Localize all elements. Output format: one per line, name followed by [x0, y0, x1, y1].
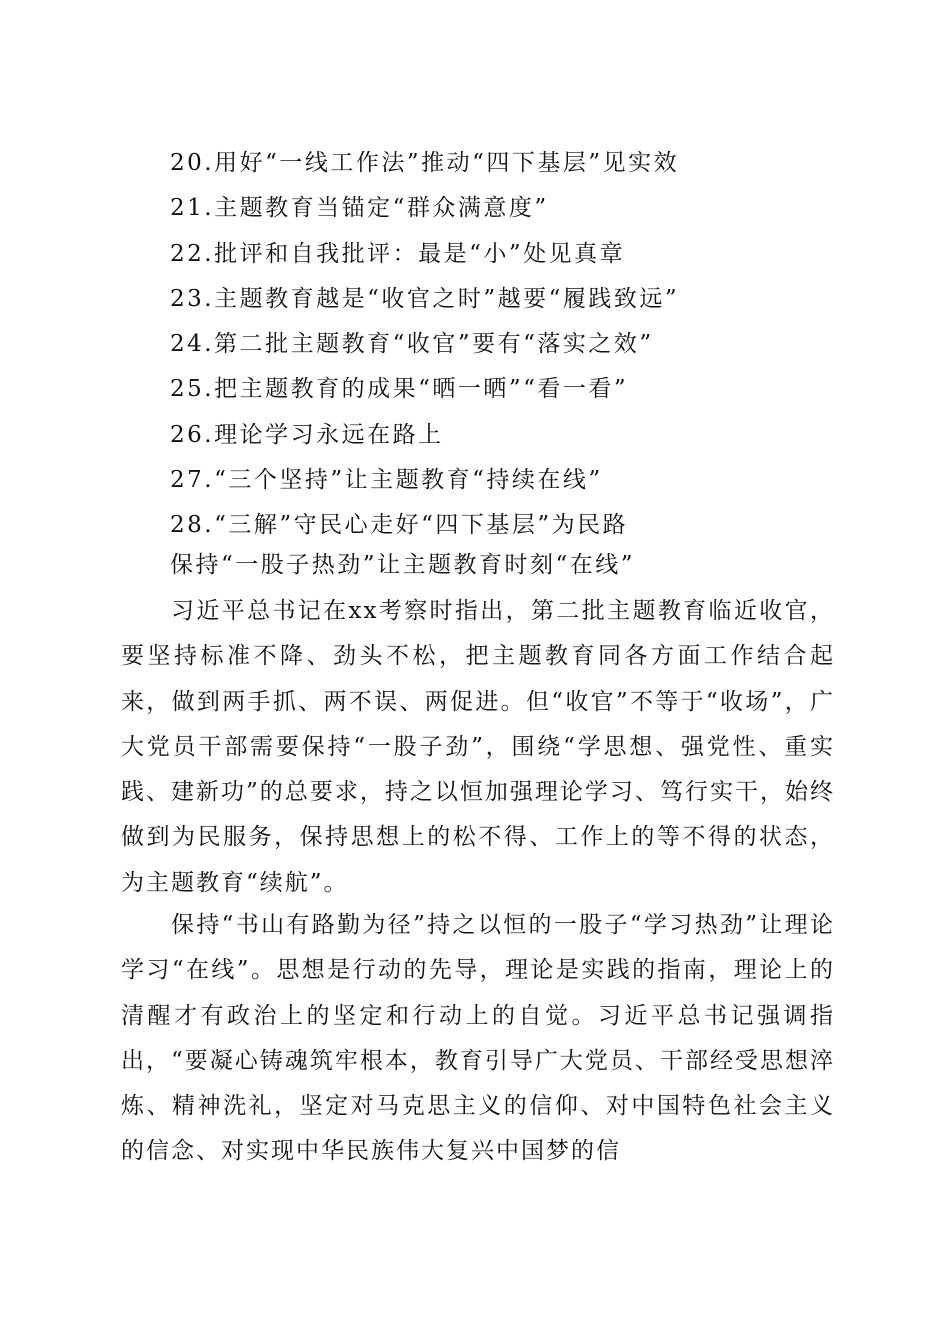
list-item: 21.主题教育当锚定“群众满意度” — [170, 195, 549, 222]
list-item: 23.主题教育越是“收官之时”越要“履践致远” — [170, 285, 680, 312]
list-item: 24.第二批主题教育“收官”要有“落实之效” — [170, 331, 654, 358]
list-item: 22.批评和自我批评：最是“小”处见真章 — [170, 240, 626, 267]
list-item: 26.理论学习永远在路上 — [170, 421, 444, 448]
title-list — [170, 141, 679, 549]
body-paragraph: 保持“书山有路勤为径”持之以恒的一股子“学习热劲”让理论学习“在线”。思想是行动的先导，理论是实践的指南，理论上的清醒才有政治上的坚定和行动上的自觉。习近平总书记强调指出，“要凝心铸魂筑牢根本，教育引导广大党员、干部经受思想淬炼、精神洗礼，坚定对马克思主义的信仰、对中国特色社会主义的信念、对实现中华民族伟大复兴中国梦的信 — [121, 912, 835, 1165]
article-title: 保持“一股子热劲”让主题教育时刻“在线” — [170, 552, 636, 578]
list-item: 20.用好“一线工作法”推动“四下基层”见实效 — [170, 150, 680, 176]
list-item: 27.“三个坚持”让主题教育“持续在线” — [170, 467, 603, 494]
list-item: 28.“三解”守民心走好“四下基层”为民路 — [170, 512, 629, 539]
body-paragraph: 习近平总书记在xx考察时指出，第二批主题教育临近收官，要坚持标准不降、劲头不松，把主题教育同各方面工作结合起来，做到两手抓、两不误、两促进。但“收官”不等于“收场”，广大党员干部需要保持“一股子劲”，围绕“学思想、强党性、重实践、建新功”的总要求，持之以恒加强理论学习、笃行实干，始终做到为民服务，保持思想上的松不得、工作上的等不得的状态，为主题教育“续航”。 — [121, 598, 835, 896]
list-item: 25.把主题教育的成果“晒一晒”“看一看” — [170, 376, 629, 403]
